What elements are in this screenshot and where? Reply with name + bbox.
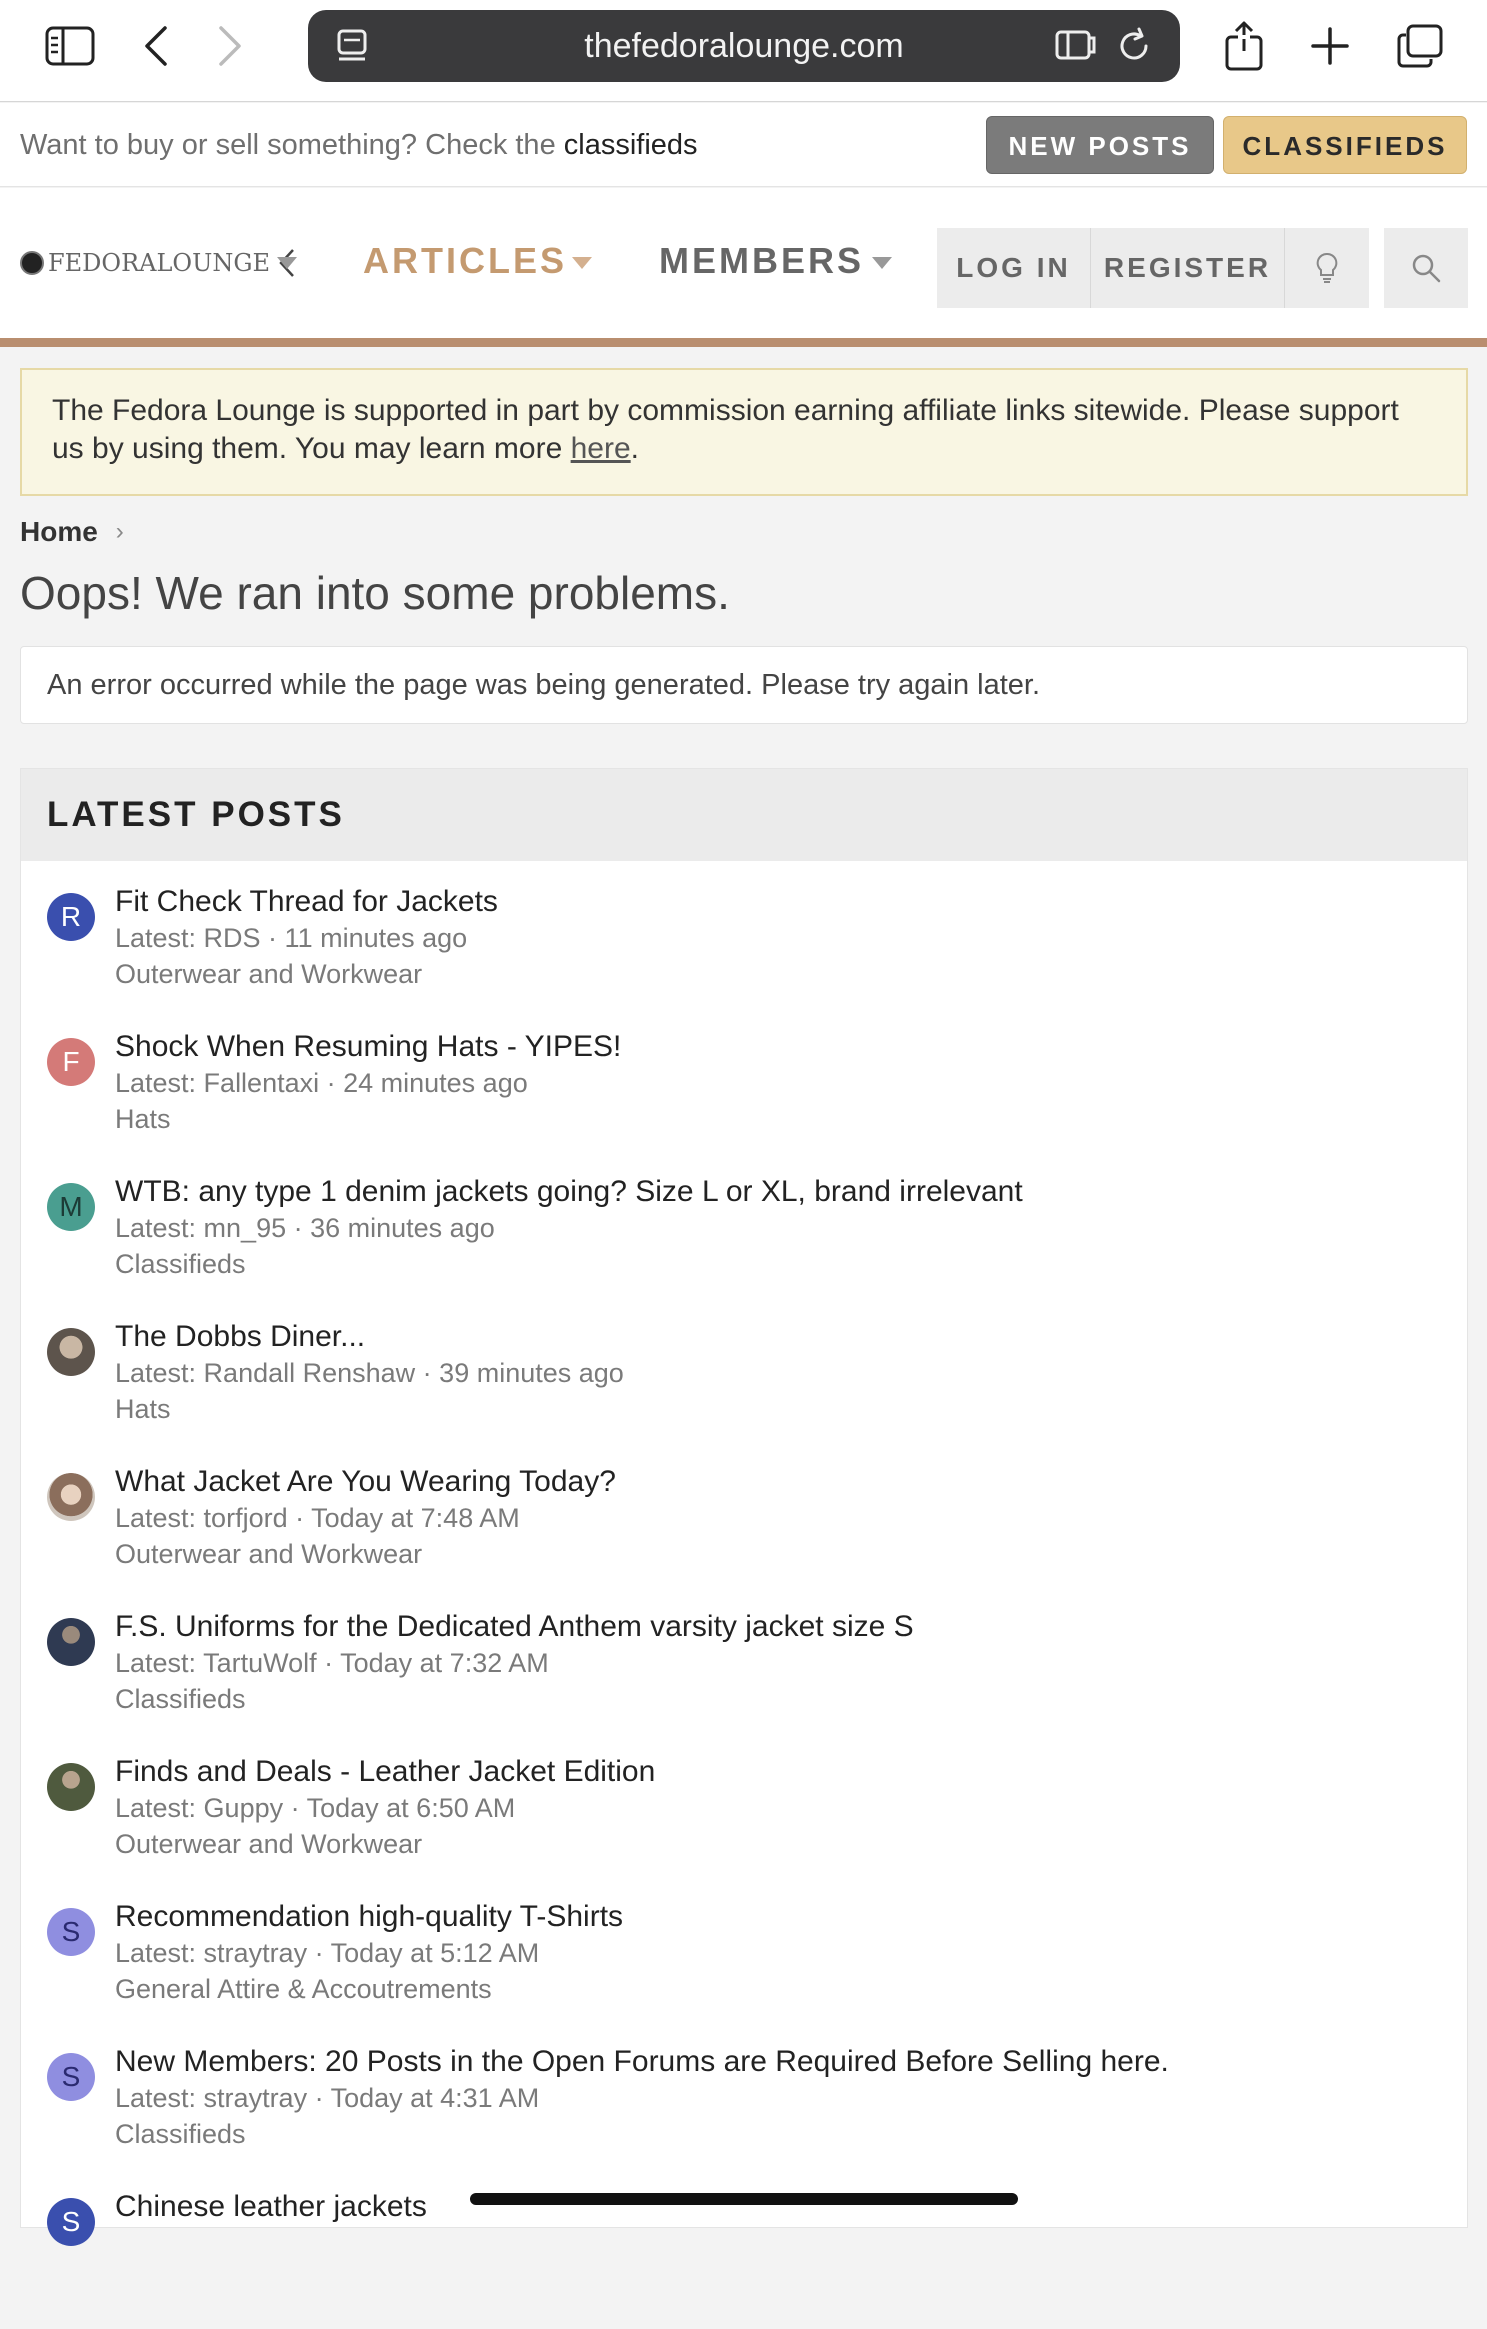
post-title[interactable]: Shock When Resuming Hats - YIPES! <box>115 1030 622 1063</box>
post-meta: Latest: torfjord · Today at 7:48 AM <box>115 1503 520 1533</box>
post-forum[interactable]: Outerwear and Workwear <box>115 1539 423 1569</box>
avatar[interactable]: S <box>47 1908 95 1956</box>
post-meta: Latest: straytray · Today at 5:12 AM <box>115 1938 540 1968</box>
account-buttons <box>937 228 1369 308</box>
post-title[interactable]: What Jacket Are You Wearing Today? <box>115 1465 616 1498</box>
post-item[interactable] <box>21 2184 1469 2329</box>
promo-text: Want to buy or sell something? Check the <box>20 129 564 161</box>
back-icon[interactable] <box>128 18 184 74</box>
avatar[interactable]: S <box>47 2053 95 2101</box>
post-forum[interactable]: Classifieds <box>115 1249 246 1279</box>
error-message: An error occurred while the page was being generated. Please try again later. <box>20 646 1468 724</box>
post-item[interactable] <box>21 1314 1469 1459</box>
members-dropdown-icon[interactable] <box>872 257 892 269</box>
avatar-photo[interactable] <box>47 1618 95 1666</box>
avatar[interactable]: R <box>47 893 95 941</box>
breadcrumb-home[interactable]: Home <box>20 516 98 547</box>
latest-posts-heading: LATEST POSTS <box>21 769 1467 861</box>
post-title[interactable]: New Members: 20 Posts in the Open Forums are Required Before Selling here. <box>115 2045 1169 2078</box>
post-meta: Latest: TartuWolf · Today at 7:32 AM <box>115 1648 549 1678</box>
post-title[interactable]: Chinese leather jackets <box>115 2190 427 2223</box>
post-meta: Latest: Guppy · Today at 6:50 AM <box>115 1793 516 1823</box>
classifieds-promo <box>20 103 698 187</box>
page-title: Oops! We ran into some problems. <box>20 567 730 619</box>
tabs-icon[interactable] <box>1392 18 1448 74</box>
post-item[interactable] <box>21 1169 1469 1314</box>
post-forum[interactable]: General Attire & Accoutrements <box>115 1974 492 2004</box>
new-posts-button[interactable]: NEW POSTS <box>986 116 1214 174</box>
lightbulb-icon <box>1314 251 1340 285</box>
breadcrumb <box>20 516 124 548</box>
avatar-photo[interactable] <box>47 1473 95 1521</box>
post-title[interactable]: Finds and Deals - Leather Jacket Edition <box>115 1755 656 1788</box>
classifieds-button[interactable]: CLASSIFIEDS <box>1223 116 1467 174</box>
classifieds-bar <box>0 103 1487 187</box>
post-meta: Latest: mn_95 · 36 minutes ago <box>115 1213 495 1243</box>
browser-toolbar <box>0 0 1487 102</box>
home-indicator <box>470 2193 1018 2205</box>
avatar-photo[interactable] <box>47 1763 95 1811</box>
search-button[interactable] <box>1384 228 1468 308</box>
post-forum[interactable]: Classifieds <box>115 1684 246 1714</box>
post-item[interactable] <box>21 2039 1469 2184</box>
post-item[interactable] <box>21 1749 1469 1894</box>
post-meta: Latest: Fallentaxi · 24 minutes ago <box>115 1068 528 1098</box>
affiliate-notice <box>20 368 1468 496</box>
post-title[interactable]: The Dobbs Diner... <box>115 1320 366 1353</box>
logo-text: FEDORALOUNGE <box>48 249 271 277</box>
post-title[interactable]: Recommendation high-quality T-Shirts <box>115 1900 624 1933</box>
sidebar-icon[interactable] <box>42 18 98 74</box>
post-meta: Latest: RDS · 11 minutes ago <box>115 923 468 953</box>
home-dropdown-icon[interactable] <box>277 257 297 269</box>
nav-accent-bar <box>0 338 1487 347</box>
search-icon <box>1410 252 1442 284</box>
login-button[interactable]: LOG IN <box>937 228 1091 308</box>
register-button[interactable]: REGISTER <box>1091 228 1285 308</box>
avatar[interactable]: M <box>47 1183 95 1231</box>
url-text: thefedoralounge.com <box>584 27 904 65</box>
avatar[interactable]: S <box>47 2198 95 2246</box>
post-item[interactable] <box>21 1459 1469 1604</box>
post-item[interactable] <box>21 1604 1469 1749</box>
post-title[interactable]: F.S. Uniforms for the Dedicated Anthem varsity jacket size S <box>115 1610 914 1643</box>
post-meta: Latest: straytray · Today at 4:31 AM <box>115 2083 540 2113</box>
articles-dropdown-icon[interactable] <box>572 257 592 269</box>
style-toggle-button[interactable] <box>1285 228 1369 308</box>
post-forum[interactable]: Hats <box>115 1104 171 1134</box>
forward-icon[interactable] <box>202 18 258 74</box>
notice-end: . <box>630 432 640 465</box>
post-meta: Latest: Randall Renshaw · 39 minutes ago <box>115 1358 624 1388</box>
site-logo[interactable] <box>20 245 298 281</box>
post-item[interactable] <box>21 879 1469 1024</box>
address-bar[interactable] <box>308 10 1180 82</box>
avatar-photo[interactable] <box>47 1328 95 1376</box>
latest-posts-panel <box>20 768 1468 2237</box>
post-forum[interactable]: Classifieds <box>115 2119 246 2149</box>
post-forum[interactable]: Outerwear and Workwear <box>115 959 423 989</box>
share-icon[interactable] <box>1216 18 1272 74</box>
post-item[interactable] <box>21 1024 1469 1169</box>
classifieds-link[interactable]: classifieds <box>563 129 698 161</box>
reload-icon[interactable] <box>1112 24 1156 68</box>
plus-icon[interactable] <box>1302 18 1358 74</box>
post-title[interactable]: Fit Check Thread for Jackets <box>115 885 498 918</box>
post-title[interactable]: WTB: any type 1 denim jackets going? Size L or XL, brand irrelevant <box>115 1175 1023 1208</box>
extension-icon[interactable] <box>1054 24 1098 68</box>
nav-members[interactable]: MEMBERS <box>659 240 865 281</box>
breadcrumb-separator: › <box>115 518 124 545</box>
post-item[interactable] <box>21 1894 1469 2039</box>
nav-articles[interactable]: ARTICLES <box>363 240 567 281</box>
notice-text: The Fedora Lounge is supported in part by commission earning affiliate links sitewide. Please support us by using them. You may learn more <box>52 394 1399 465</box>
post-forum[interactable]: Outerwear and Workwear <box>115 1829 423 1859</box>
post-forum[interactable]: Hats <box>115 1394 171 1424</box>
avatar[interactable]: F <box>47 1038 95 1086</box>
notice-here-link[interactable]: here <box>570 432 631 465</box>
fedora-logo-icon <box>20 251 44 275</box>
